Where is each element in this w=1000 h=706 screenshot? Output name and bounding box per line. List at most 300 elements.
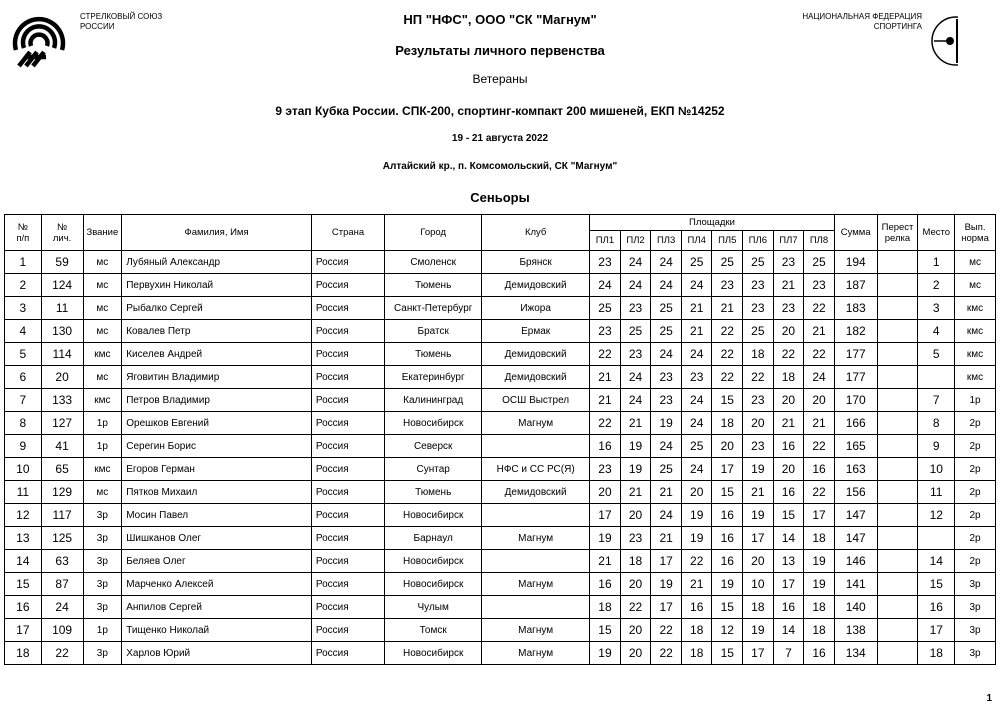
cell-s6: 18 bbox=[743, 343, 774, 366]
header-no: № п/п bbox=[5, 215, 42, 251]
cell-name: Лубяный Александр bbox=[122, 251, 312, 274]
cell-s8: 22 bbox=[804, 343, 835, 366]
cell-sum: 138 bbox=[834, 619, 877, 642]
header-p6: ПЛ6 bbox=[743, 231, 774, 251]
cell-s5: 25 bbox=[712, 251, 743, 274]
event-name: 9 этап Кубка России. СПК-200, спортинг-компакт 200 мишеней, ЕКП №14252 bbox=[275, 104, 725, 118]
cell-s4: 24 bbox=[681, 458, 712, 481]
cell-s3: 23 bbox=[651, 389, 682, 412]
cell-name: Мосин Павел bbox=[122, 504, 312, 527]
cell-s7: 23 bbox=[773, 297, 804, 320]
cell-s5: 15 bbox=[712, 481, 743, 504]
cell-s6: 10 bbox=[743, 573, 774, 596]
right-org-line1: НАЦИОНАЛЬНАЯ ФЕДЕРАЦИЯ bbox=[802, 12, 922, 21]
cell-country: Россия bbox=[311, 412, 384, 435]
cell-club: НФС и СС РС(Я) bbox=[482, 458, 590, 481]
cell-name: Петров Владимир bbox=[122, 389, 312, 412]
cell-city: Тюмень bbox=[385, 274, 482, 297]
header-shootoff: Перест релка bbox=[877, 215, 918, 251]
cell-s6: 17 bbox=[743, 527, 774, 550]
cell-lic: 63 bbox=[41, 550, 83, 573]
header-p7: ПЛ7 bbox=[773, 231, 804, 251]
cell-place bbox=[918, 527, 955, 550]
cell-name: Беляев Олег bbox=[122, 550, 312, 573]
cell-lic: 24 bbox=[41, 596, 83, 619]
organizers: НП "НФС", ООО "СК "Магнум" bbox=[403, 12, 597, 27]
cell-sum: 134 bbox=[834, 642, 877, 665]
cell-norm: кмс bbox=[955, 366, 996, 389]
cell-n: 3 bbox=[5, 297, 42, 320]
cell-name: Рыбалко Сергей bbox=[122, 297, 312, 320]
cell-s3: 19 bbox=[651, 412, 682, 435]
cell-s3: 25 bbox=[651, 458, 682, 481]
cell-sum: 187 bbox=[834, 274, 877, 297]
cell-n: 11 bbox=[5, 481, 42, 504]
header-norm: Вып. норма bbox=[955, 215, 996, 251]
cell-shootoff bbox=[877, 458, 918, 481]
cell-place: 15 bbox=[918, 573, 955, 596]
cell-s6: 23 bbox=[743, 297, 774, 320]
header-sum: Сумма bbox=[834, 215, 877, 251]
cell-norm: 3р bbox=[955, 573, 996, 596]
cell-rank: 3р bbox=[83, 642, 122, 665]
cell-s6: 22 bbox=[743, 366, 774, 389]
header-p1: ПЛ1 bbox=[590, 231, 621, 251]
cell-s4: 21 bbox=[681, 573, 712, 596]
page-title: Результаты личного первенства bbox=[395, 43, 605, 58]
cell-sum: 183 bbox=[834, 297, 877, 320]
cell-rank: 3р bbox=[83, 527, 122, 550]
cell-s3: 23 bbox=[651, 366, 682, 389]
cell-rank: 3р bbox=[83, 596, 122, 619]
cell-country: Россия bbox=[311, 619, 384, 642]
cell-s6: 19 bbox=[743, 504, 774, 527]
cell-s3: 22 bbox=[651, 642, 682, 665]
cell-rank: кмс bbox=[83, 343, 122, 366]
cell-s2: 19 bbox=[620, 435, 651, 458]
cell-shootoff bbox=[877, 274, 918, 297]
cell-s2: 20 bbox=[620, 504, 651, 527]
cell-rank: мс bbox=[83, 274, 122, 297]
cell-norm: 2р bbox=[955, 481, 996, 504]
cell-club: Магнум bbox=[482, 527, 590, 550]
cell-country: Россия bbox=[311, 458, 384, 481]
cell-shootoff bbox=[877, 297, 918, 320]
cell-shootoff bbox=[877, 343, 918, 366]
group-title: Сеньоры bbox=[470, 190, 530, 205]
cell-s2: 19 bbox=[620, 458, 651, 481]
cell-sum: 182 bbox=[834, 320, 877, 343]
cell-lic: 22 bbox=[41, 642, 83, 665]
cell-country: Россия bbox=[311, 550, 384, 573]
cell-n: 4 bbox=[5, 320, 42, 343]
cell-s3: 22 bbox=[651, 619, 682, 642]
cell-s8: 19 bbox=[804, 573, 835, 596]
cell-club: Магнум bbox=[482, 619, 590, 642]
cell-s1: 21 bbox=[590, 550, 621, 573]
header-p8: ПЛ8 bbox=[804, 231, 835, 251]
cell-norm: 2р bbox=[955, 458, 996, 481]
cell-s5: 15 bbox=[712, 596, 743, 619]
cell-s8: 20 bbox=[804, 389, 835, 412]
cell-rank: мс bbox=[83, 320, 122, 343]
cell-sum: 146 bbox=[834, 550, 877, 573]
cell-place: 17 bbox=[918, 619, 955, 642]
table-row bbox=[5, 458, 996, 481]
cell-name: Шишканов Олег bbox=[122, 527, 312, 550]
cell-country: Россия bbox=[311, 573, 384, 596]
cell-sum: 177 bbox=[834, 366, 877, 389]
cell-n: 12 bbox=[5, 504, 42, 527]
cell-s6: 18 bbox=[743, 596, 774, 619]
cell-country: Россия bbox=[311, 435, 384, 458]
cell-s2: 24 bbox=[620, 366, 651, 389]
cell-s8: 16 bbox=[804, 458, 835, 481]
cell-sum: 163 bbox=[834, 458, 877, 481]
cell-rank: 3р bbox=[83, 504, 122, 527]
cell-city: Смоленск bbox=[385, 251, 482, 274]
table-row bbox=[5, 412, 996, 435]
cell-s6: 25 bbox=[743, 251, 774, 274]
cell-city: Томск bbox=[385, 619, 482, 642]
cell-n: 14 bbox=[5, 550, 42, 573]
cell-s8: 16 bbox=[804, 642, 835, 665]
cell-shootoff bbox=[877, 481, 918, 504]
cell-lic: 20 bbox=[41, 366, 83, 389]
cell-place: 9 bbox=[918, 435, 955, 458]
cell-s6: 20 bbox=[743, 550, 774, 573]
cell-sum: 165 bbox=[834, 435, 877, 458]
cell-lic: 87 bbox=[41, 573, 83, 596]
cell-city: Санкт-Петербург bbox=[385, 297, 482, 320]
cell-lic: 114 bbox=[41, 343, 83, 366]
cell-n: 8 bbox=[5, 412, 42, 435]
cell-club bbox=[482, 435, 590, 458]
results-table bbox=[4, 214, 996, 665]
cell-s1: 20 bbox=[590, 481, 621, 504]
header-platforms: Площадки bbox=[590, 215, 835, 231]
cell-shootoff bbox=[877, 550, 918, 573]
cell-lic: 65 bbox=[41, 458, 83, 481]
cell-s5: 16 bbox=[712, 504, 743, 527]
cell-shootoff bbox=[877, 527, 918, 550]
cell-country: Россия bbox=[311, 366, 384, 389]
cell-s6: 23 bbox=[743, 435, 774, 458]
cell-club: Магнум bbox=[482, 573, 590, 596]
cell-s4: 21 bbox=[681, 320, 712, 343]
cell-s1: 19 bbox=[590, 642, 621, 665]
cell-norm: кмс bbox=[955, 297, 996, 320]
cell-city: Барнаул bbox=[385, 527, 482, 550]
cell-club: Демидовский bbox=[482, 274, 590, 297]
cell-shootoff bbox=[877, 389, 918, 412]
cell-s7: 21 bbox=[773, 412, 804, 435]
cell-s2: 25 bbox=[620, 320, 651, 343]
results-body bbox=[5, 251, 996, 665]
cell-n: 2 bbox=[5, 274, 42, 297]
table-row bbox=[5, 619, 996, 642]
cell-lic: 109 bbox=[41, 619, 83, 642]
cell-s8: 22 bbox=[804, 297, 835, 320]
cell-s5: 16 bbox=[712, 527, 743, 550]
cell-s7: 14 bbox=[773, 527, 804, 550]
header-rank: Звание bbox=[83, 215, 122, 251]
cell-s6: 23 bbox=[743, 274, 774, 297]
cell-s4: 16 bbox=[681, 596, 712, 619]
table-row bbox=[5, 389, 996, 412]
table-row bbox=[5, 297, 996, 320]
table-row bbox=[5, 251, 996, 274]
cell-country: Россия bbox=[311, 642, 384, 665]
cell-s6: 20 bbox=[743, 412, 774, 435]
cell-lic: 125 bbox=[41, 527, 83, 550]
cell-place: 7 bbox=[918, 389, 955, 412]
cell-s4: 18 bbox=[681, 619, 712, 642]
cell-club: ОСШ Выстрел bbox=[482, 389, 590, 412]
cell-city: Калининград bbox=[385, 389, 482, 412]
cell-n: 1 bbox=[5, 251, 42, 274]
cell-norm: мс bbox=[955, 274, 996, 297]
cell-s5: 23 bbox=[712, 274, 743, 297]
cell-club: Магнум bbox=[482, 642, 590, 665]
cell-s2: 21 bbox=[620, 481, 651, 504]
cell-sum: 140 bbox=[834, 596, 877, 619]
cell-n: 9 bbox=[5, 435, 42, 458]
cell-s2: 23 bbox=[620, 343, 651, 366]
header-country: Страна bbox=[311, 215, 384, 251]
cell-s7: 20 bbox=[773, 320, 804, 343]
cell-name: Ковалев Петр bbox=[122, 320, 312, 343]
cell-s7: 16 bbox=[773, 435, 804, 458]
cell-country: Россия bbox=[311, 297, 384, 320]
cell-norm: 2р bbox=[955, 504, 996, 527]
header-club: Клуб bbox=[482, 215, 590, 251]
cell-rank: кмс bbox=[83, 389, 122, 412]
cell-s2: 21 bbox=[620, 412, 651, 435]
cell-country: Россия bbox=[311, 320, 384, 343]
cell-shootoff bbox=[877, 619, 918, 642]
header-p2: ПЛ2 bbox=[620, 231, 651, 251]
cell-s4: 24 bbox=[681, 412, 712, 435]
cell-s1: 21 bbox=[590, 389, 621, 412]
cell-s6: 25 bbox=[743, 320, 774, 343]
table-row bbox=[5, 343, 996, 366]
cell-place: 11 bbox=[918, 481, 955, 504]
left-org-line2: РОССИИ bbox=[80, 22, 115, 31]
cell-s3: 25 bbox=[651, 320, 682, 343]
cell-s3: 21 bbox=[651, 481, 682, 504]
cell-s5: 17 bbox=[712, 458, 743, 481]
cell-country: Россия bbox=[311, 274, 384, 297]
cell-city: Новосибирск bbox=[385, 642, 482, 665]
cell-s1: 17 bbox=[590, 504, 621, 527]
cell-s8: 23 bbox=[804, 274, 835, 297]
cell-s2: 23 bbox=[620, 297, 651, 320]
cell-s5: 18 bbox=[712, 412, 743, 435]
cell-norm: 3р bbox=[955, 596, 996, 619]
cell-n: 6 bbox=[5, 366, 42, 389]
cell-shootoff bbox=[877, 366, 918, 389]
cell-rank: 3р bbox=[83, 573, 122, 596]
cell-rank: 1р bbox=[83, 435, 122, 458]
left-org-line1: СТРЕЛКОВЫЙ СОЮЗ bbox=[80, 12, 163, 21]
cell-city: Сунтар bbox=[385, 458, 482, 481]
cell-n: 18 bbox=[5, 642, 42, 665]
header-p4: ПЛ4 bbox=[681, 231, 712, 251]
cell-city: Чулым bbox=[385, 596, 482, 619]
cell-n: 5 bbox=[5, 343, 42, 366]
cell-city: Новосибирск bbox=[385, 504, 482, 527]
cell-s3: 17 bbox=[651, 596, 682, 619]
cell-s7: 17 bbox=[773, 573, 804, 596]
cell-place: 8 bbox=[918, 412, 955, 435]
cell-s1: 22 bbox=[590, 412, 621, 435]
cell-s5: 12 bbox=[712, 619, 743, 642]
cell-lic: 124 bbox=[41, 274, 83, 297]
cell-shootoff bbox=[877, 596, 918, 619]
cell-norm: 3р bbox=[955, 642, 996, 665]
cell-norm: 2р bbox=[955, 412, 996, 435]
cell-sum: 141 bbox=[834, 573, 877, 596]
cell-s4: 19 bbox=[681, 504, 712, 527]
cell-lic: 130 bbox=[41, 320, 83, 343]
cell-s1: 15 bbox=[590, 619, 621, 642]
cell-place: 1 bbox=[918, 251, 955, 274]
cell-s2: 20 bbox=[620, 619, 651, 642]
cell-place: 4 bbox=[918, 320, 955, 343]
header-name: Фамилия, Имя bbox=[122, 215, 312, 251]
cell-norm: 2р bbox=[955, 435, 996, 458]
cell-s7: 18 bbox=[773, 366, 804, 389]
table-row bbox=[5, 274, 996, 297]
cell-s6: 23 bbox=[743, 389, 774, 412]
cell-club: Демидовский bbox=[482, 481, 590, 504]
cell-norm: 2р bbox=[955, 527, 996, 550]
cell-city: Тюмень bbox=[385, 343, 482, 366]
cell-s7: 20 bbox=[773, 458, 804, 481]
cell-s1: 19 bbox=[590, 527, 621, 550]
cell-s8: 24 bbox=[804, 366, 835, 389]
cell-norm: кмс bbox=[955, 320, 996, 343]
cell-place: 12 bbox=[918, 504, 955, 527]
cell-s8: 22 bbox=[804, 481, 835, 504]
cell-club bbox=[482, 596, 590, 619]
table-row bbox=[5, 481, 996, 504]
cell-city: Северск bbox=[385, 435, 482, 458]
cell-s1: 18 bbox=[590, 596, 621, 619]
cell-name: Марченко Алексей bbox=[122, 573, 312, 596]
cell-place: 10 bbox=[918, 458, 955, 481]
cell-s5: 16 bbox=[712, 550, 743, 573]
cell-norm: мс bbox=[955, 251, 996, 274]
cell-country: Россия bbox=[311, 389, 384, 412]
cell-s2: 20 bbox=[620, 642, 651, 665]
cell-sum: 147 bbox=[834, 527, 877, 550]
cell-shootoff bbox=[877, 573, 918, 596]
cell-sum: 194 bbox=[834, 251, 877, 274]
cell-s1: 22 bbox=[590, 343, 621, 366]
cell-place bbox=[918, 366, 955, 389]
cell-s6: 21 bbox=[743, 481, 774, 504]
cell-norm: 3р bbox=[955, 619, 996, 642]
right-org-line2: СПОРТИНГА bbox=[873, 22, 922, 31]
cell-n: 16 bbox=[5, 596, 42, 619]
cell-s2: 20 bbox=[620, 573, 651, 596]
cell-place: 5 bbox=[918, 343, 955, 366]
cell-s7: 13 bbox=[773, 550, 804, 573]
cell-rank: мс bbox=[83, 251, 122, 274]
cell-shootoff bbox=[877, 642, 918, 665]
cell-s7: 20 bbox=[773, 389, 804, 412]
cell-place: 3 bbox=[918, 297, 955, 320]
cell-rank: кмс bbox=[83, 458, 122, 481]
cell-s1: 25 bbox=[590, 297, 621, 320]
cell-rank: мс bbox=[83, 366, 122, 389]
cell-name: Первухин Николай bbox=[122, 274, 312, 297]
cell-s4: 19 bbox=[681, 527, 712, 550]
cell-s8: 22 bbox=[804, 435, 835, 458]
cell-s2: 24 bbox=[620, 251, 651, 274]
cell-s4: 23 bbox=[681, 366, 712, 389]
cell-s3: 19 bbox=[651, 573, 682, 596]
cell-name: Орешков Евгений bbox=[122, 412, 312, 435]
event-dates: 19 - 21 августа 2022 bbox=[451, 133, 549, 144]
cell-s7: 16 bbox=[773, 481, 804, 504]
table-row bbox=[5, 320, 996, 343]
cell-s4: 20 bbox=[681, 481, 712, 504]
cell-city: Тюмень bbox=[385, 481, 482, 504]
table-row bbox=[5, 366, 996, 389]
cell-sum: 177 bbox=[834, 343, 877, 366]
cell-country: Россия bbox=[311, 343, 384, 366]
cell-s3: 17 bbox=[651, 550, 682, 573]
cell-s2: 18 bbox=[620, 550, 651, 573]
cell-rank: 1р bbox=[83, 412, 122, 435]
cell-club: Ермак bbox=[482, 320, 590, 343]
cell-rank: мс bbox=[83, 481, 122, 504]
cell-name: Серегин Борис bbox=[122, 435, 312, 458]
cell-name: Егоров Герман bbox=[122, 458, 312, 481]
cell-s7: 22 bbox=[773, 343, 804, 366]
cell-s8: 17 bbox=[804, 504, 835, 527]
header-city: Город bbox=[385, 215, 482, 251]
cell-country: Россия bbox=[311, 527, 384, 550]
cell-s3: 24 bbox=[651, 504, 682, 527]
cell-club: Магнум bbox=[482, 412, 590, 435]
cell-club: Демидовский bbox=[482, 343, 590, 366]
page-number: 1 bbox=[986, 693, 992, 704]
cell-shootoff bbox=[877, 251, 918, 274]
cell-s1: 23 bbox=[590, 320, 621, 343]
cell-norm: 2р bbox=[955, 550, 996, 573]
cell-s4: 25 bbox=[681, 435, 712, 458]
cell-country: Россия bbox=[311, 596, 384, 619]
cell-n: 13 bbox=[5, 527, 42, 550]
cell-lic: 133 bbox=[41, 389, 83, 412]
header-place: Место bbox=[918, 215, 955, 251]
table-row bbox=[5, 596, 996, 619]
cell-s3: 25 bbox=[651, 297, 682, 320]
cell-s5: 20 bbox=[712, 435, 743, 458]
cell-s3: 21 bbox=[651, 527, 682, 550]
cell-s6: 19 bbox=[743, 458, 774, 481]
cell-name: Киселев Андрей bbox=[122, 343, 312, 366]
cell-lic: 59 bbox=[41, 251, 83, 274]
cell-club: Брянск bbox=[482, 251, 590, 274]
cell-club: Ижора bbox=[482, 297, 590, 320]
table-row bbox=[5, 573, 996, 596]
cell-s2: 22 bbox=[620, 596, 651, 619]
